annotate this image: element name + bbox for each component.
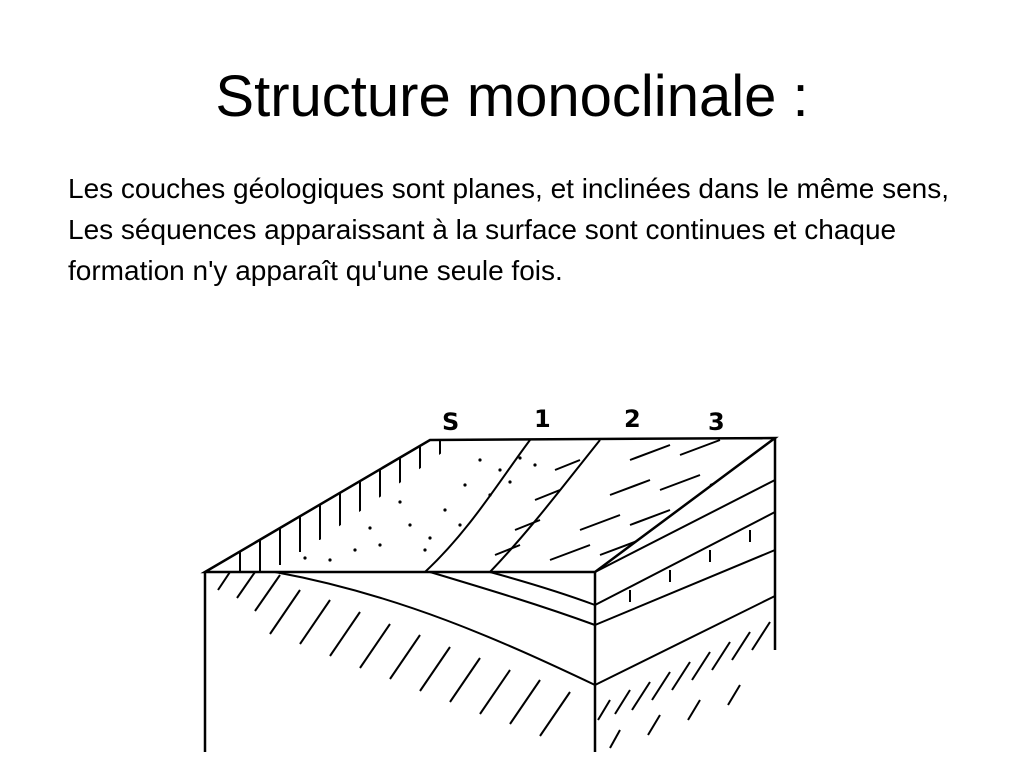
monoclinal-block-diagram <box>200 400 790 755</box>
top-surface <box>303 440 755 572</box>
layer-1-dashes <box>495 460 580 555</box>
slide-title: Structure monoclinale : <box>215 64 809 129</box>
left-side-hatching <box>240 408 440 572</box>
block-outline <box>205 438 775 752</box>
slide-body <box>68 168 973 291</box>
body-paragraph-2: Les séquences apparaissant à la surface sont continues et chaque formation n'y apparaît qu'une seule fois. <box>68 214 897 286</box>
layer-label-2: 2 <box>624 405 641 433</box>
layer-label-s: S <box>442 408 460 436</box>
layer-label-1: 1 <box>534 405 551 433</box>
body-paragraph-1: Les couches géologiques sont planes, et inclinées dans le même sens, <box>68 173 949 204</box>
block-diagram-svg <box>200 400 790 755</box>
layer-s-dots <box>303 456 536 561</box>
right-side-layers <box>595 480 775 685</box>
layer-label-3: 3 <box>708 408 725 436</box>
